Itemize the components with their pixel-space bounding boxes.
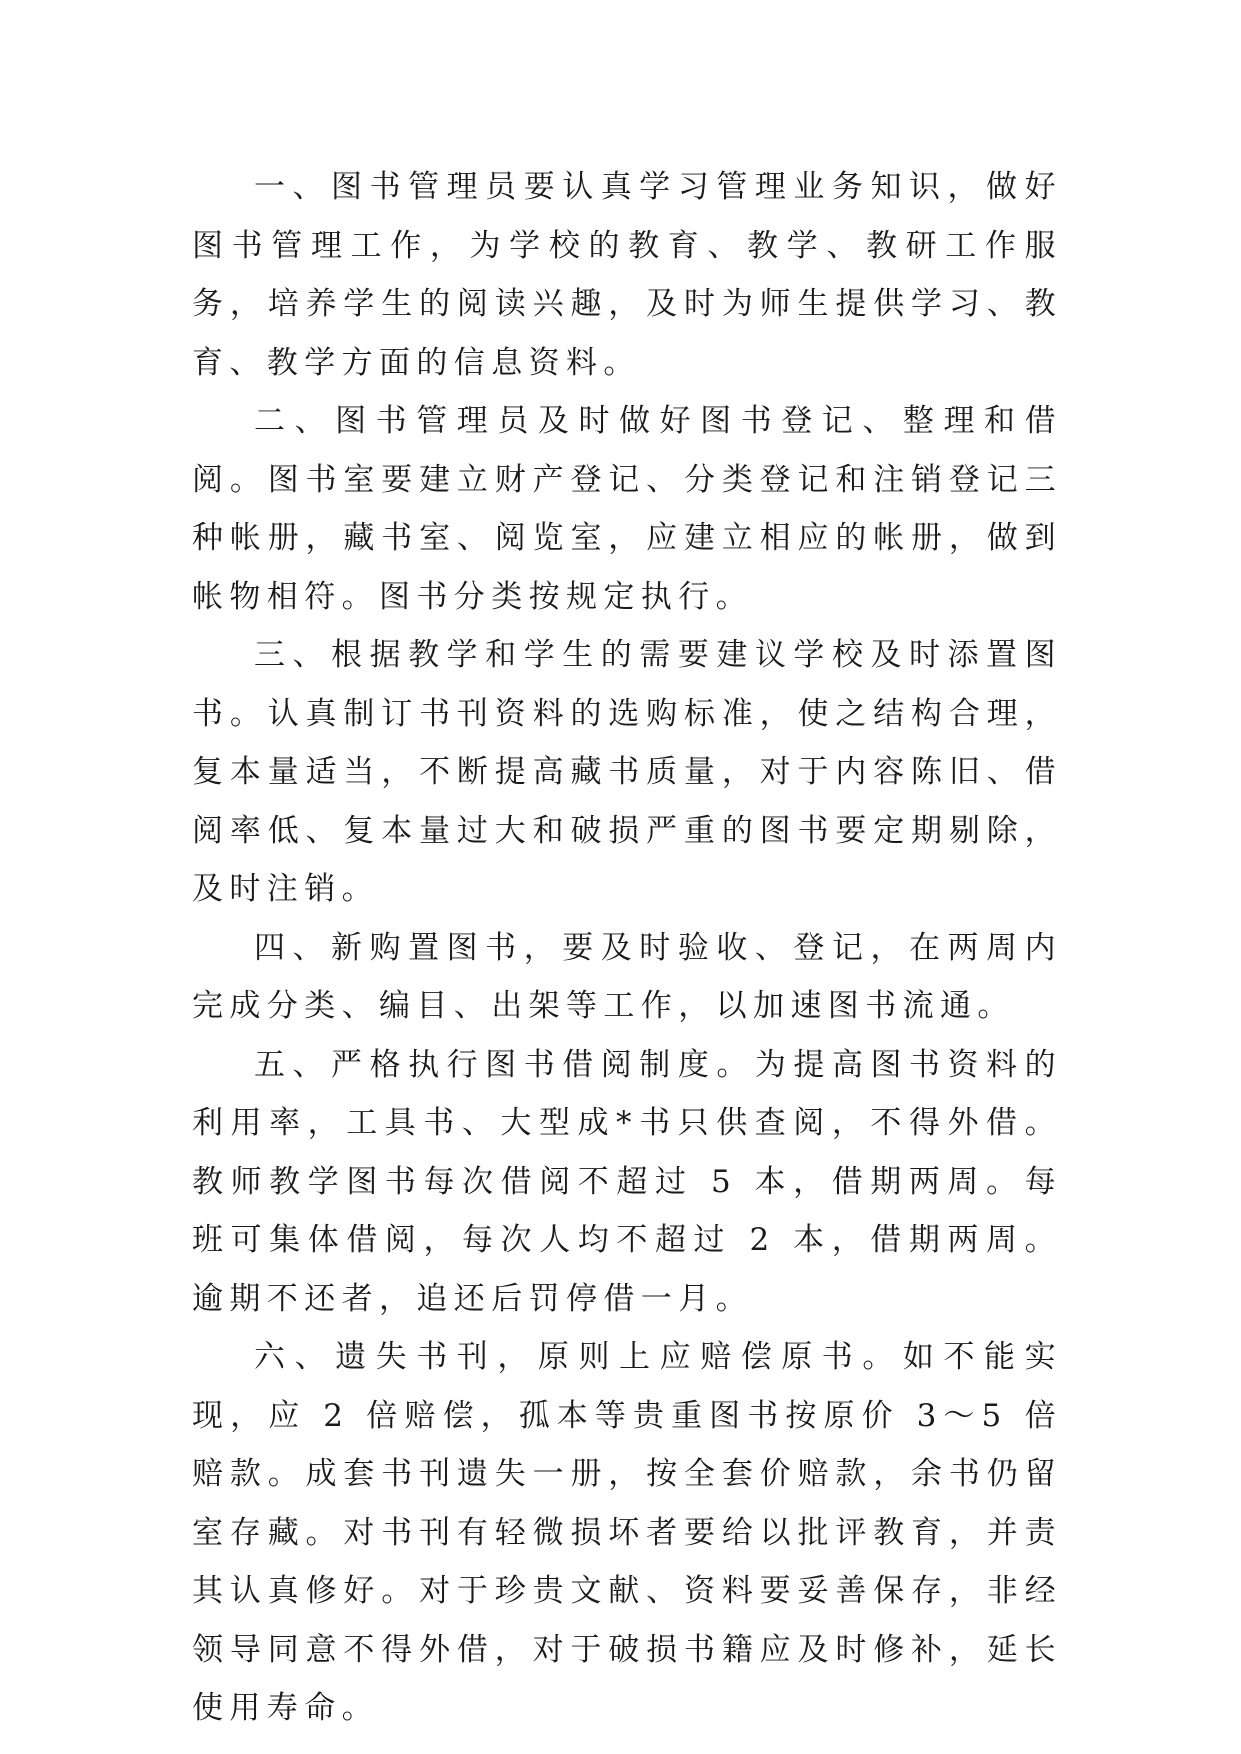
rule-paragraph-2: 二、图书管理员及时做好图书登记、整理和借阅。图书室要建立财产登记、分类登记和注销登记三种帐册，藏书室、阅览室，应建立相应的帐册，做到帐物相符。图书分类按规定执行。 [192,403,1062,615]
rule-paragraph-6: 六、遗失书刊，原则上应赔偿原书。如不能实现，应 2 倍赔偿，孤本等贵重图书按原价 3～5 倍赔款。成套书刊遗失一册，按全套价赔款，余书仍留室存藏。对书刊有轻微损坏者要给以批评教育，并责其认真修好。对于珍贵文献、资料要妥善保存，非经领导同意不得外借，对于破损书籍应及时修补，延长使用寿命。 [192,1339,1062,1726]
rule-paragraph-4: 四、新购置图书，要及时验收、登记，在两周内完成分类、编目、出架等工作，以加速图书流通。 [192,929,1062,1024]
rule-paragraph-5: 五、严格执行图书借阅制度。为提高图书资料的利用率，工具书、大型成*书只供查阅，不得外借。教师教学图书每次借阅不超过 5 本，借期两周。每班可集体借阅，每次人均不超过 2 本，借期两周。逾期不还者，追还后罚停借一月。 [192,1046,1062,1317]
rule-paragraph-3: 三、根据教学和学生的需要建议学校及时添置图书。认真制订书刊资料的选购标准，使之结构合理，复本量适当，不断提高藏书质量，对于内容陈旧、借阅率低、复本量过大和破损严重的图书要定期剔除，及时注销。 [192,637,1062,907]
document-body [192,158,1062,1738]
rule-paragraph-1: 一、图书管理员要认真学习管理业务知识，做好图书管理工作，为学校的教育、教学、教研工作服务，培养学生的阅读兴趣，及时为师生提供学习、教育、教学方面的信息资料。 [192,169,1062,381]
